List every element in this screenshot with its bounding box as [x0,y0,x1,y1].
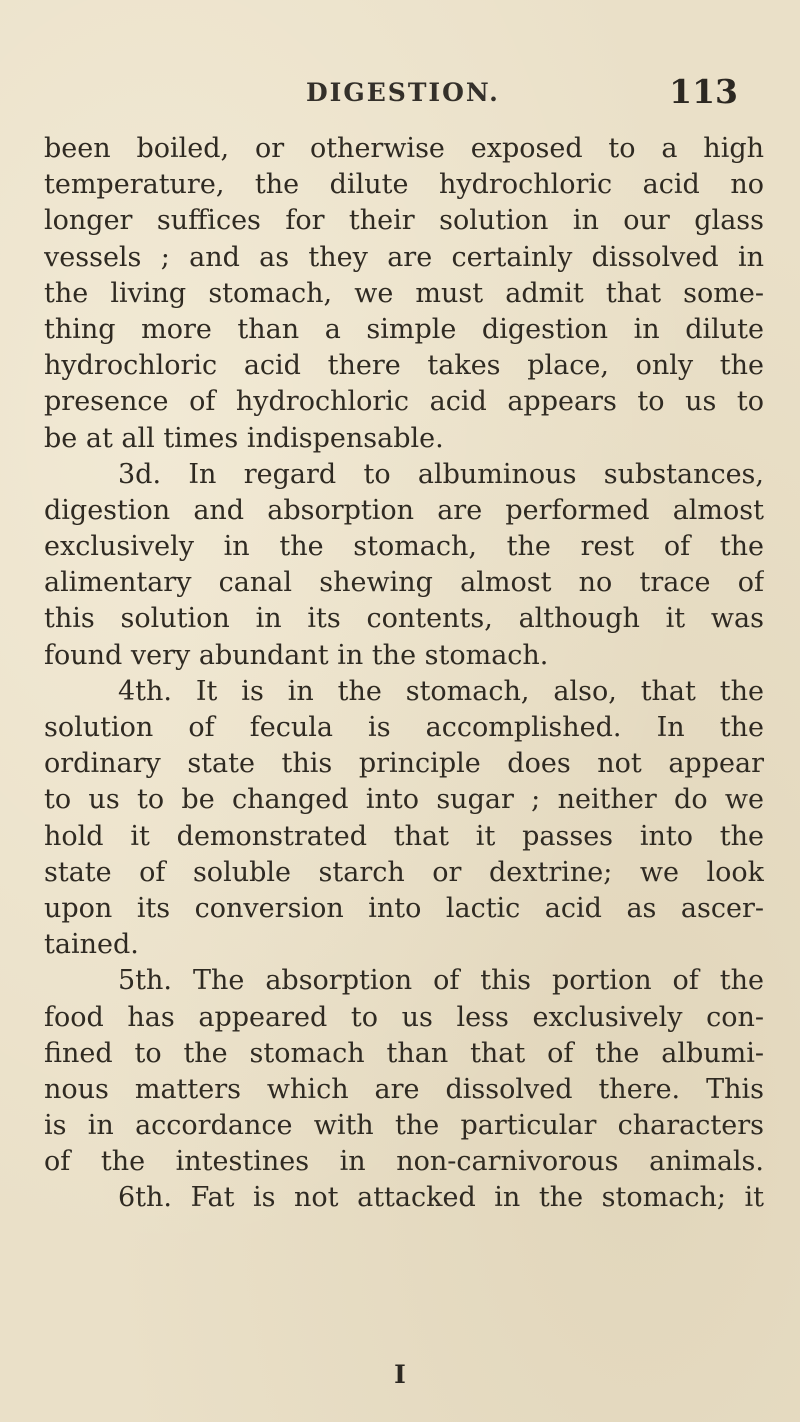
text-line: exclusively in the stomach, the rest of the [44,531,764,563]
text-line: longer suffices for their solution in our glass [44,205,764,237]
text-line: solution of fecula is accomplished. In the [44,712,764,743]
text-line: be at all times indispensable. [44,422,444,454]
text-line: the living stomach, we must admit that some- [44,277,764,309]
text-line: hold it demonstrated that it passes into the [44,820,764,852]
text-line: tained. [44,929,139,961]
text-line: found very abundant in the stomach. [44,639,549,671]
text-line: to us to be changed into sugar ; neither do we [44,784,764,816]
text-line: alimentary canal shewing almost no trace of [44,567,764,599]
text-line: ordinary state this principle does not appear [44,748,764,780]
text-line: 4th. It is in the stomach, also, that the [118,675,764,707]
text-line: 3d. In regard to albuminous substances, [118,458,764,490]
text-line: presence of hydrochloric acid appears to us to [44,386,764,418]
text-line: digestion and absorption are performed almost [44,494,764,526]
text-line: food has appeared to us less exclusively con- [44,1001,764,1033]
text-line: hydrochloric acid there takes place, only the [44,350,764,382]
page-header [0,72,800,112]
text-line: thing more than a simple digestion in dilute [44,313,764,345]
text-line: state of soluble starch or dextrine; we look [44,856,764,888]
text-line: of the intestines in non-carnivorous animals. [44,1146,764,1178]
signature-mark: I [394,1360,406,1389]
text-line: this solution in its contents, although it was [44,603,764,635]
page-number: 113 [669,72,738,111]
text-line: fined to the stomach than that of the albumi- [44,1037,764,1069]
text-line: temperature, the dilute hydrochloric acid no [44,169,764,201]
running-head: DIGESTION. [306,78,500,107]
text-line: 5th. The absorption of this portion of the [118,965,764,997]
text-line: been boiled, or otherwise exposed to a high [44,133,764,164]
body-text [44,131,764,1217]
text-line: nous matters which are dissolved there. This [44,1073,764,1105]
text-line: vessels ; and as they are certainly dissolved in [44,241,764,273]
text-line: 6th. Fat is not attacked in the stomach; it [118,1182,764,1214]
text-line: upon its conversion into lactic acid as ascer- [44,892,764,924]
text-line: is in accordance with the particular characters [44,1110,764,1142]
